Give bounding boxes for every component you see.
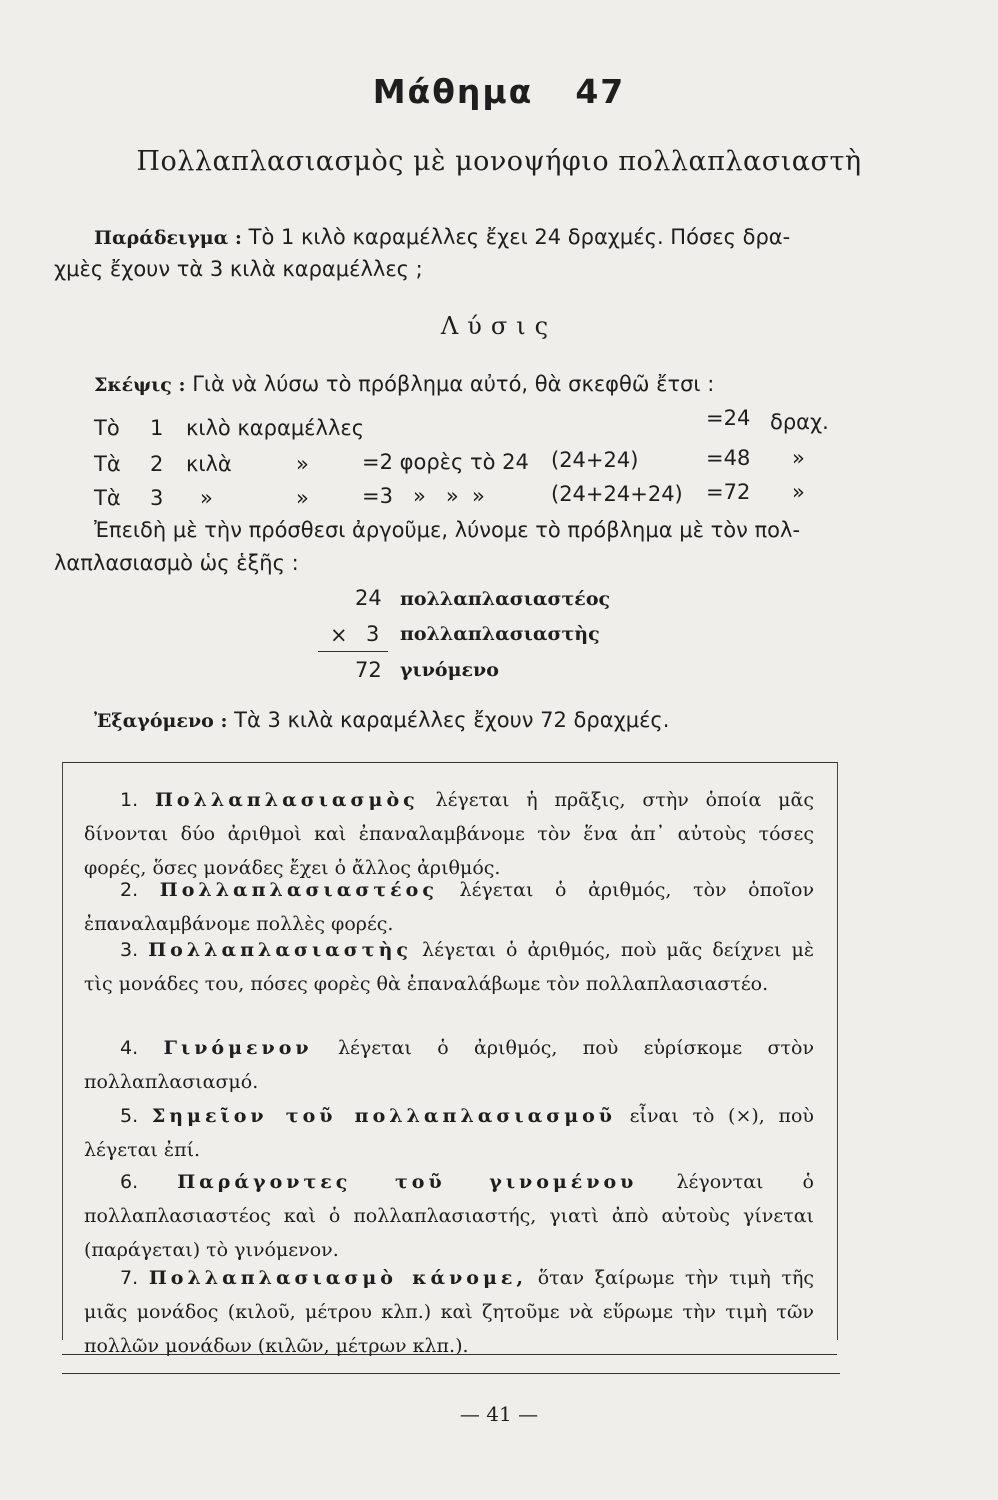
definition-number: 1. bbox=[120, 789, 139, 811]
row-calc: (24+24+24) bbox=[551, 482, 683, 506]
row-article: Τὰ bbox=[94, 486, 121, 510]
definition-number: 6. bbox=[120, 1171, 139, 1193]
since-paragraph bbox=[54, 514, 834, 579]
row-qty: 1 bbox=[150, 416, 164, 440]
row-qty: 3 bbox=[150, 486, 164, 510]
times-sign: × bbox=[330, 623, 348, 647]
multiplier-value: 3 bbox=[366, 622, 380, 646]
lesson-number: 47 bbox=[575, 72, 626, 111]
definition-term: Πολλαπλασιασμὸ κάνομε, bbox=[148, 1267, 528, 1289]
multiplicand-label: πολλαπλασιαστέος bbox=[400, 588, 611, 610]
definition-item bbox=[84, 1100, 814, 1168]
definition-item bbox=[84, 784, 814, 885]
solution-title: Λύσις bbox=[440, 312, 558, 340]
definition-text: λέγεται ἡ πρᾶξις, στὴν ὁποία μᾶς δίνονται δύο ἀριθμοὶ καὶ ἐπαναλαμβάνομε τὸν ἕνα ἀπ᾽ αὐτοὺς τόσες φορές, ὅσες μονάδες ἔχει ὁ ἄλλος ἀριθμός. bbox=[84, 789, 814, 879]
row-calc: (24+24) bbox=[551, 448, 639, 472]
definition-number: 4. bbox=[120, 1037, 139, 1059]
row-ditto: » bbox=[296, 486, 309, 510]
result-label: Ἐξαγόμενο : bbox=[94, 710, 228, 732]
row-unit: κιλὰ bbox=[186, 452, 232, 476]
definition-text: λέγονται ὁ πολλαπλασιαστέος καὶ ὁ πολλαπλασιαστής, γιατὶ ἀπὸ αὐτοὺς γίνεται (παράγεται) τὸ γινόμενον. bbox=[84, 1171, 814, 1261]
row-qty: 2 bbox=[150, 452, 164, 476]
row-unit: » bbox=[200, 486, 213, 510]
definition-item bbox=[84, 934, 814, 1002]
row-result: =24 bbox=[706, 406, 751, 430]
row-result: =72 bbox=[706, 480, 751, 504]
definition-text: λέγεται ὁ ἀριθμός, τὸν ὁποῖον ἐπαναλαμβάνομε πολλὲς φορές. bbox=[84, 879, 814, 935]
lesson-label: Μάθημα bbox=[372, 72, 534, 111]
thought-line bbox=[94, 372, 714, 396]
definition-item bbox=[84, 1166, 814, 1267]
result-text: Τὰ 3 κιλὰ καραμέλλες ἔχουν 72 δραχμές. bbox=[234, 708, 670, 732]
row-ditto: » bbox=[296, 452, 309, 476]
calc-underline bbox=[318, 651, 388, 652]
definition-text: λέγεται ὁ ἀριθμός, ποὺ εὑρίσκομε στὸν πολλαπλασιασμό. bbox=[84, 1037, 814, 1093]
definition-number: 7. bbox=[120, 1267, 139, 1289]
row-result: =48 bbox=[706, 446, 751, 470]
page-number: — 41 — bbox=[459, 1402, 539, 1426]
row-unit: κιλὸ καραμέλλες bbox=[186, 416, 365, 440]
product-label: γινόμενο bbox=[400, 659, 499, 681]
definition-term: Γινόμενον bbox=[163, 1037, 313, 1059]
definition-item bbox=[84, 874, 814, 942]
definition-number: 2. bbox=[120, 879, 139, 901]
row-article: Τὰ bbox=[94, 452, 121, 476]
page-heading: Πολλαπλασιασμὸς μὲ μονοψήφιο πολλαπλασιαστὴ bbox=[136, 146, 862, 177]
row-currency: » bbox=[792, 480, 805, 504]
lesson-title bbox=[0, 72, 998, 111]
multiplicand-value: 24 bbox=[355, 586, 382, 610]
product-value: 72 bbox=[355, 658, 382, 682]
since-line1: Ἐπειδὴ μὲ τὴν πρόσθεσι ἀργοῦμε, λύνομε τὸ πρόβλημα μὲ τὸν πολ- bbox=[94, 518, 801, 542]
definition-number: 5. bbox=[120, 1105, 139, 1127]
multiplier-label: πολλαπλασιαστὴς bbox=[400, 623, 600, 645]
definition-item bbox=[84, 1032, 814, 1100]
thought-text: Γιὰ νὰ λύσω τὸ πρόβλημα αὐτό, θὰ σκεφθῶ ἔτσι : bbox=[192, 372, 715, 396]
definition-text: λέγεται ὁ ἀριθμός, ποὺ μᾶς δείχνει μὲ τὶς μονάδες του, πόσες φορὲς θὰ ἐπαναλάβωμε τὸν πολλαπλασιαστέο. bbox=[84, 939, 815, 995]
definition-term: Σημεῖον τοῦ πολλαπλασιασμοῦ bbox=[151, 1105, 616, 1127]
definition-term: Πολλαπλασιαστέος bbox=[159, 879, 438, 901]
definition-number: 3. bbox=[120, 939, 139, 961]
example-paragraph bbox=[54, 222, 829, 285]
row-article: Τὸ bbox=[94, 416, 120, 440]
example-label: Παράδειγμα : bbox=[94, 227, 242, 249]
box-bottom-rule bbox=[62, 1354, 837, 1355]
definition-text: ὅταν ξαίρωμε τὴν τιμὴ τῆς μιᾶς μονάδος (κιλοῦ, μέτρου κλπ.) καὶ ζητοῦμε νὰ εὕρωμε τὴν τιμὴ τῶν πολλῶν μονάδων (κιλῶν, μέτρων κλπ.). bbox=[84, 1267, 815, 1357]
since-line2: λαπλασιασμὸ ὡς ἑξῆς : bbox=[54, 550, 299, 575]
row-times: =3 » » » bbox=[362, 484, 485, 508]
definition-term: Παράγοντες τοῦ γινομένου bbox=[177, 1171, 638, 1193]
definition-text: εἶναι τὸ (×), ποὺ λέγεται ἐπί. bbox=[84, 1105, 814, 1161]
example-text-line1: Τὸ 1 κιλὸ καραμέλλες ἔχει 24 δραχμές. Πόσες δρα- bbox=[248, 225, 791, 249]
thought-label: Σκέψις : bbox=[94, 374, 186, 396]
result-line bbox=[94, 708, 669, 732]
row-currency: δραχ. bbox=[770, 410, 829, 434]
definition-item bbox=[84, 1262, 814, 1363]
row-currency: » bbox=[792, 446, 805, 470]
example-text-line2: χμὲς ἔχουν τὰ 3 κιλὰ καραμέλλες ; bbox=[54, 256, 423, 281]
definition-term: Πολλαπλασιαστὴς bbox=[148, 939, 412, 961]
box-bottom-rule-outer bbox=[62, 1373, 840, 1374]
row-times: =2 φορὲς τὸ 24 bbox=[362, 450, 529, 474]
definition-term: Πολλαπλασιασμὸς bbox=[154, 789, 419, 811]
